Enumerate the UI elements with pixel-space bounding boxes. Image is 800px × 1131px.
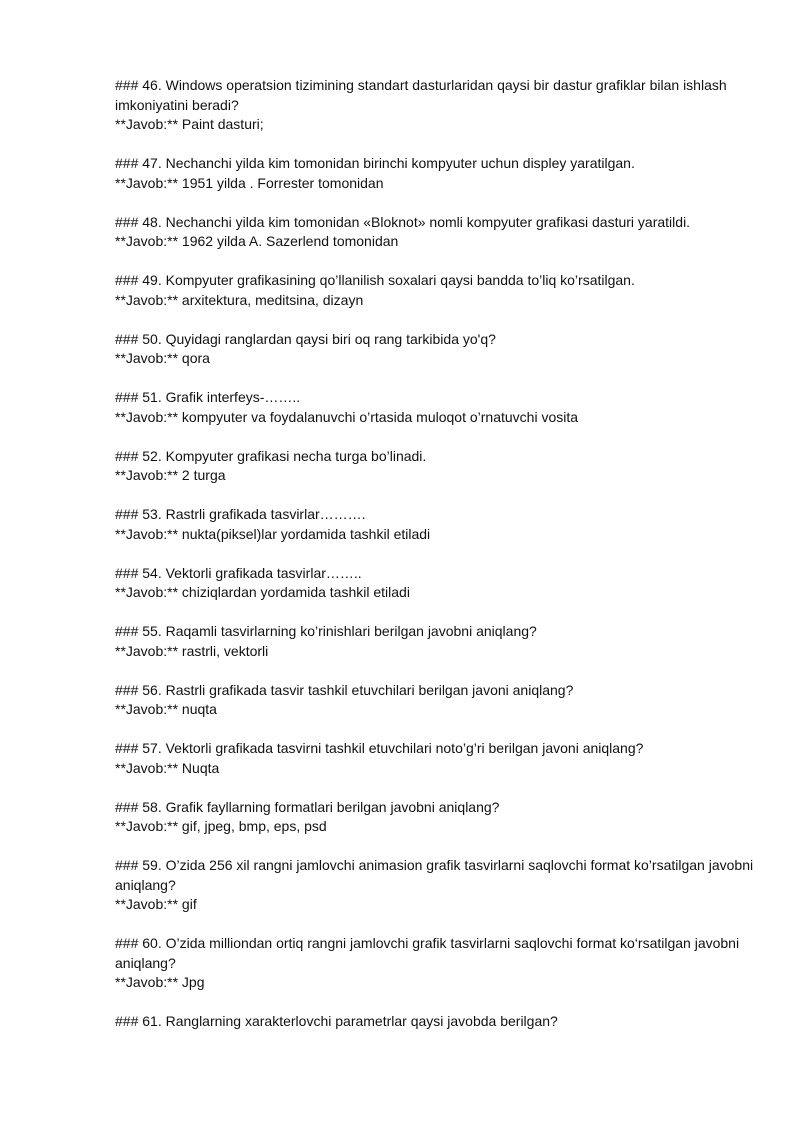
answer-text: **Javob:** gif — [115, 896, 197, 912]
qa-item-55 — [115, 622, 755, 661]
qa-item-56 — [115, 681, 755, 720]
answer-text: **Javob:** arxitektura, meditsina, dizayn — [115, 291, 364, 308]
qa-item-57 — [115, 739, 755, 778]
question-text: ### 54. Vektorli grafikada tasvirlar…….. — [115, 564, 362, 581]
qa-item-50 — [115, 330, 755, 369]
qa-item-52 — [115, 447, 755, 486]
question-text: ### 56. Rastrli grafikada tasvir tashkil etuvchilari berilgan javoni aniqlang? — [115, 681, 574, 698]
question-text: ### 53. Rastrli grafikada tasvirlar………. — [115, 506, 366, 522]
answer-text: **Javob:** gif, jpeg, bmp, eps, psd — [115, 818, 327, 834]
answer-text: **Javob:** Paint dasturi; — [115, 116, 264, 132]
question-text: ### 59. O’zida 256 xil rangni jamlovchi animasion grafik tasvirlarni saqlovchi format ko’rsatilgan javobni aniqlang? — [115, 857, 754, 893]
qa-item-47 — [115, 154, 755, 193]
question-text: ### 49. Kompyuter grafikasining qo’llanilish soxalari qaysi bandda to’liq ko’rsatilgan. — [115, 272, 635, 288]
qa-item-60 — [115, 934, 755, 993]
question-text: ### 50. Quyidagi ranglardan qaysi biri oq rang tarkibida yo'q? — [115, 330, 496, 347]
answer-text: **Javob:** kompyuter va foydalanuvchi o’rtasida muloqot o’rnatuvchi vosita — [115, 408, 579, 425]
document-page — [115, 76, 755, 1051]
question-text: ### 47. Nechanchi yilda kim tomonidan birinchi kompyuter uchun displey yaratilgan. — [115, 155, 635, 171]
qa-item-46 — [115, 76, 755, 135]
question-text: ### 57. Vektorli grafikada tasvirni tashkil etuvchilari noto’g’ri berilgan javoni aniqlang? — [115, 740, 644, 756]
answer-text: **Javob:** chiziqlardan yordamida tashkil etiladi — [115, 584, 410, 600]
answer-text: **Javob:** Nuqta — [115, 759, 220, 776]
qa-item-51 — [115, 388, 755, 427]
answer-text: **Javob:** nukta(piksel)lar yordamida tashkil etiladi — [115, 525, 431, 542]
question-text: ### 51. Grafik interfeys-…….. — [115, 389, 301, 405]
answer-text: **Javob:** Jpg — [115, 974, 205, 990]
qa-item-49 — [115, 271, 755, 310]
qa-item-61 — [115, 1012, 755, 1032]
question-text: ### 55. Raqamli tasvirlarning ko’rinishlari berilgan javobni aniqlang? — [115, 623, 537, 639]
qa-item-48 — [115, 213, 755, 252]
qa-item-54 — [115, 564, 755, 603]
question-text: ### 61. Ranglarning xarakterlovchi parametrlar qaysi javobda berilgan? — [115, 1013, 558, 1029]
question-text: ### 46. Windows operatsion tizimining standart dasturlaridan qaysi bir dastur grafiklar bilan ishlash imkoniyatini beradi? — [115, 77, 727, 113]
qa-item-59 — [115, 856, 755, 915]
answer-text: **Javob:** 1962 yilda A. Sazerlend tomonidan — [115, 233, 399, 249]
question-text: ### 48. Nechanchi yilda kim tomonidan «Bloknot» nomli kompyuter grafikasi dasturi yaratildi. — [115, 213, 691, 230]
question-text: ### 58. Grafik fayllarning formatlari berilgan javobni aniqlang? — [115, 798, 500, 815]
answer-text: **Javob:** rastrli, vektorli — [115, 642, 269, 659]
answer-text: **Javob:** 2 turga — [115, 467, 226, 483]
answer-text: **Javob:** nuqta — [115, 701, 217, 717]
qa-item-53 — [115, 505, 755, 544]
answer-text: **Javob:** 1951 yilda . Forrester tomonidan — [115, 174, 384, 191]
question-text: ### 60. O’zida milliondan ortiq rangni jamlovchi grafik tasvirlarni saqlovchi format ko‘rsatilgan javobni aniqlang? — [115, 935, 740, 971]
question-text: ### 52. Kompyuter grafikasi necha turga bo’linadi. — [115, 447, 427, 464]
answer-text: **Javob:** qora — [115, 350, 210, 366]
qa-item-58 — [115, 798, 755, 837]
